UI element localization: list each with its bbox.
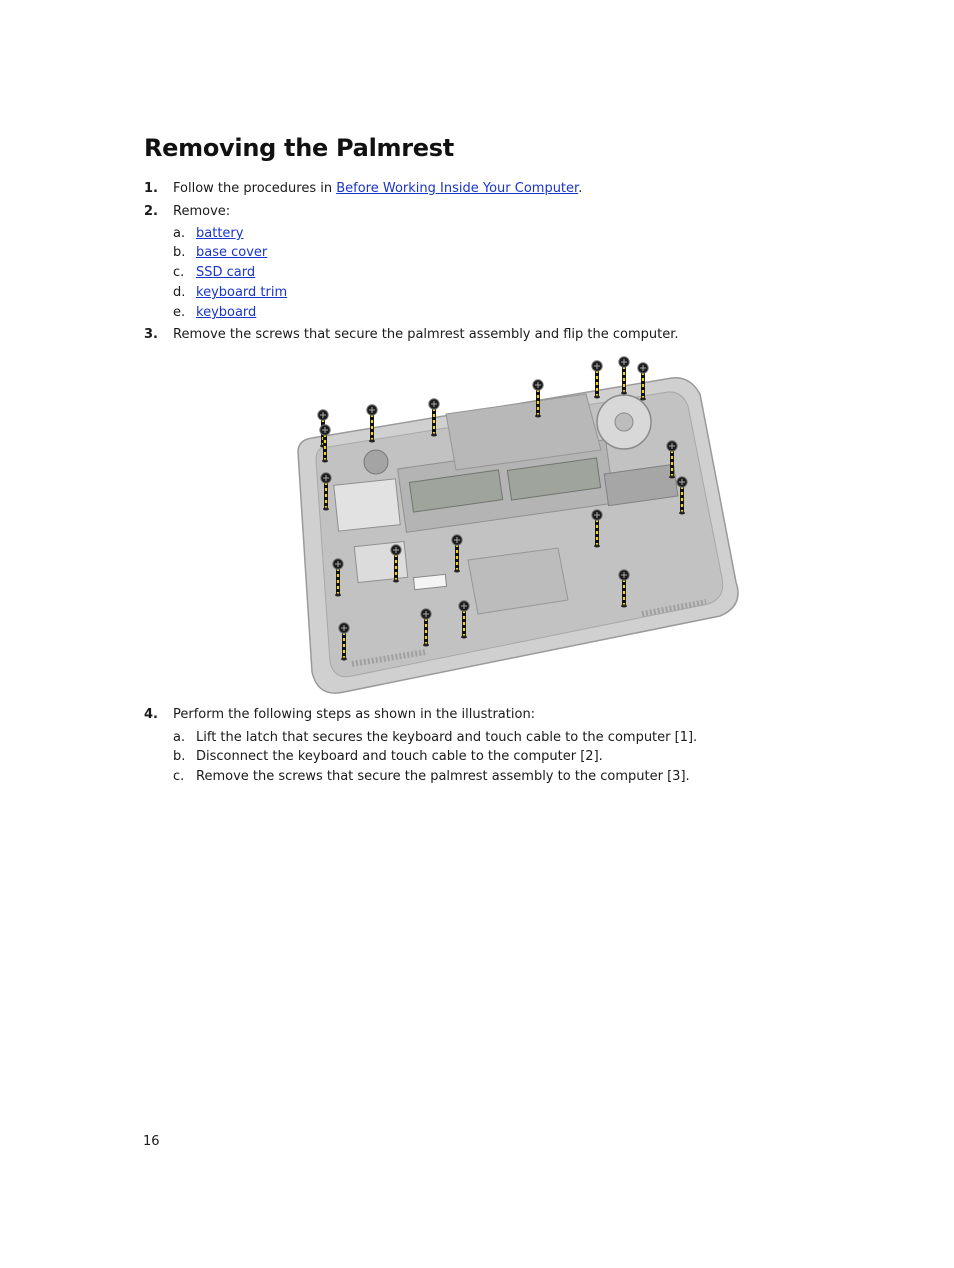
step-text: Follow the procedures in xyxy=(173,181,337,196)
item-text: Disconnect the keyboard and touch cable to the computer [2]. xyxy=(196,749,603,764)
item-letter: c. xyxy=(173,265,185,280)
link-keyboard[interactable]: keyboard xyxy=(196,305,257,320)
link-keyboard-trim[interactable]: keyboard trim xyxy=(196,285,288,300)
list-item xyxy=(173,729,697,747)
wlan-card xyxy=(334,479,400,531)
step-2 xyxy=(144,203,230,221)
link-battery[interactable]: battery xyxy=(196,226,244,241)
list-item xyxy=(173,244,267,262)
step-text: Remove: xyxy=(173,204,231,219)
list-item xyxy=(173,304,256,322)
list-item xyxy=(173,748,603,766)
step-3 xyxy=(144,326,679,344)
coin-battery-icon xyxy=(364,450,388,474)
item-letter: d. xyxy=(173,285,186,300)
palmrest-screws-illustration xyxy=(296,354,742,696)
step-number: 1. xyxy=(144,181,158,196)
step-1 xyxy=(144,180,582,198)
link-base-cover[interactable]: base cover xyxy=(196,245,268,260)
item-text: Remove the screws that secure the palmrest assembly to the computer [3]. xyxy=(196,769,690,784)
item-text: Lift the latch that secures the keyboard and touch cable to the computer [1]. xyxy=(196,730,698,745)
step-text-end: . xyxy=(578,181,583,196)
item-letter: e. xyxy=(173,305,186,320)
item-letter: a. xyxy=(173,226,186,241)
list-item xyxy=(173,264,255,282)
item-letter: b. xyxy=(173,749,186,764)
link-ssd-card[interactable]: SSD card xyxy=(196,265,256,280)
step-text: Perform the following steps as shown in the illustration: xyxy=(173,707,536,722)
item-letter: a. xyxy=(173,730,186,745)
step-4 xyxy=(144,706,535,724)
page-number: 16 xyxy=(143,1134,160,1149)
item-letter: c. xyxy=(173,769,185,784)
step-number: 4. xyxy=(144,707,158,722)
step-number: 2. xyxy=(144,204,158,219)
step-number: 3. xyxy=(144,327,158,342)
list-item xyxy=(173,284,287,302)
list-item xyxy=(173,768,690,786)
page-title: Removing the Palmrest xyxy=(144,134,454,162)
list-item xyxy=(173,225,243,243)
step-text: Remove the screws that secure the palmrest assembly and flip the computer. xyxy=(173,327,679,342)
link-before-working-inside[interactable]: Before Working Inside Your Computer xyxy=(336,181,579,196)
item-letter: b. xyxy=(173,245,186,260)
